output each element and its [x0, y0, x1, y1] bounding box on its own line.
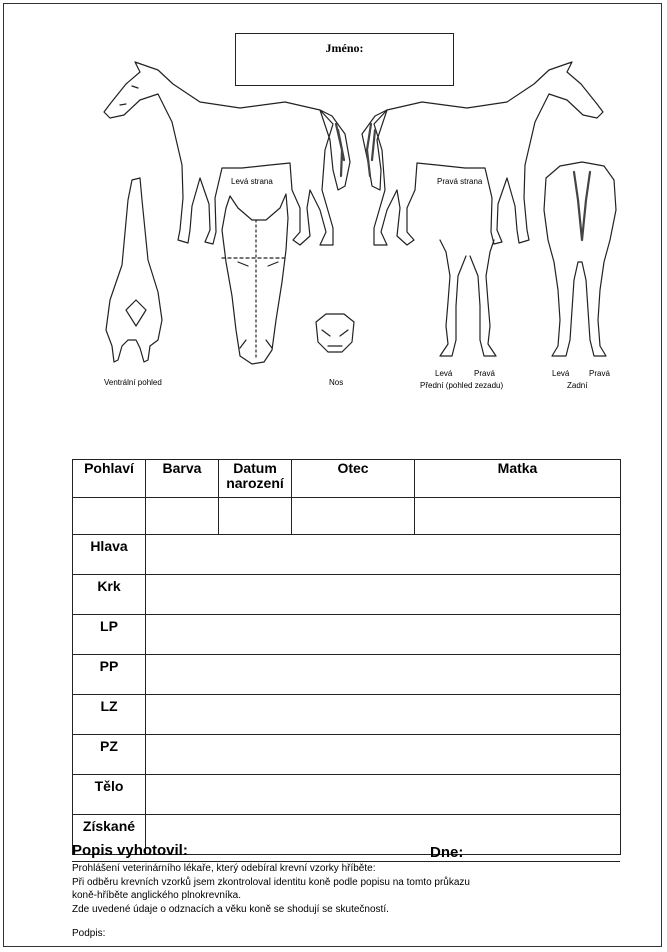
acquired-input-cell[interactable]	[146, 815, 621, 855]
table-row	[73, 615, 621, 655]
head-input-cell[interactable]	[146, 535, 621, 575]
neck-input-cell[interactable]	[146, 575, 621, 615]
left-front-input-cell[interactable]	[146, 615, 621, 655]
described-by-label: Popis vyhotovil:	[72, 842, 188, 859]
caption-front-left: Levá	[435, 369, 453, 378]
markings-form-table	[72, 459, 621, 855]
caption-front-right: Pravá	[474, 369, 495, 378]
ventral-view-drawing	[106, 178, 162, 362]
date-label: Dne:	[430, 844, 464, 861]
row-label-left-rear: LZ	[73, 695, 146, 735]
caption-front-view: Přední (pohled zezadu)	[420, 381, 504, 390]
horse-right-side-drawing	[362, 62, 603, 245]
header-sire: Otec	[292, 460, 415, 498]
right-rear-input-cell[interactable]	[146, 735, 621, 775]
signature-label: Podpis:	[72, 928, 106, 939]
row-label-body: Tělo	[73, 775, 146, 815]
body-input-cell[interactable]	[146, 775, 621, 815]
right-front-input-cell[interactable]	[146, 655, 621, 695]
declaration-line-4: Zde uvedené údaje o odznacích a věku koně se shodují se skutečností.	[72, 904, 389, 915]
table-row	[73, 695, 621, 735]
header-color: Barva	[146, 460, 219, 498]
color-input-cell[interactable]	[146, 498, 219, 535]
birth-date-input-cell[interactable]	[219, 498, 292, 535]
row-label-neck: Krk	[73, 575, 146, 615]
info-input-row	[73, 498, 621, 535]
row-label-acquired: Získané	[73, 815, 146, 855]
caption-ventral-view: Ventrální pohled	[104, 378, 162, 387]
declaration-line-3: koně-hříběte anglického plnokrevníka.	[72, 890, 241, 901]
rear-view-drawing	[544, 162, 616, 356]
header-row	[73, 460, 621, 498]
caption-right-side: Pravá strana	[437, 177, 483, 186]
sex-input-cell[interactable]	[73, 498, 146, 535]
horse-left-side-drawing	[104, 62, 350, 245]
left-rear-input-cell[interactable]	[146, 695, 621, 735]
table-row	[73, 775, 621, 815]
front-legs-drawing	[440, 240, 496, 356]
row-label-right-rear: PZ	[73, 735, 146, 775]
caption-rear-right: Pravá	[589, 369, 610, 378]
footer-divider	[72, 861, 620, 862]
caption-nose: Nos	[329, 378, 344, 387]
table-row	[73, 575, 621, 615]
caption-rear-left: Levá	[552, 369, 570, 378]
row-label-head: Hlava	[73, 535, 146, 575]
declaration-line-2: Při odběru krevních vzorků jsem zkontroloval identitu koně podle popisu na tomto průkazu	[72, 877, 470, 888]
caption-rear-view: Zadní	[567, 381, 588, 390]
header-birth-date: Datum narození	[219, 460, 292, 498]
table-row	[73, 535, 621, 575]
header-sex: Pohlaví	[73, 460, 146, 498]
head-front-view-drawing	[222, 194, 288, 364]
row-label-right-front: PP	[73, 655, 146, 695]
horse-markings-diagram	[0, 0, 667, 420]
header-dam: Matka	[415, 460, 621, 498]
table-row	[73, 735, 621, 775]
dam-input-cell[interactable]	[415, 498, 621, 535]
nose-drawing	[316, 314, 354, 352]
declaration-line-1: Prohlášení veterinárního lékaře, který odebíral krevní vzorky hříběte:	[72, 863, 376, 874]
table-row	[73, 655, 621, 695]
row-label-left-front: LP	[73, 615, 146, 655]
caption-left-side: Levá strana	[231, 177, 273, 186]
sire-input-cell[interactable]	[292, 498, 415, 535]
name-label: Jméno:	[325, 41, 364, 55]
